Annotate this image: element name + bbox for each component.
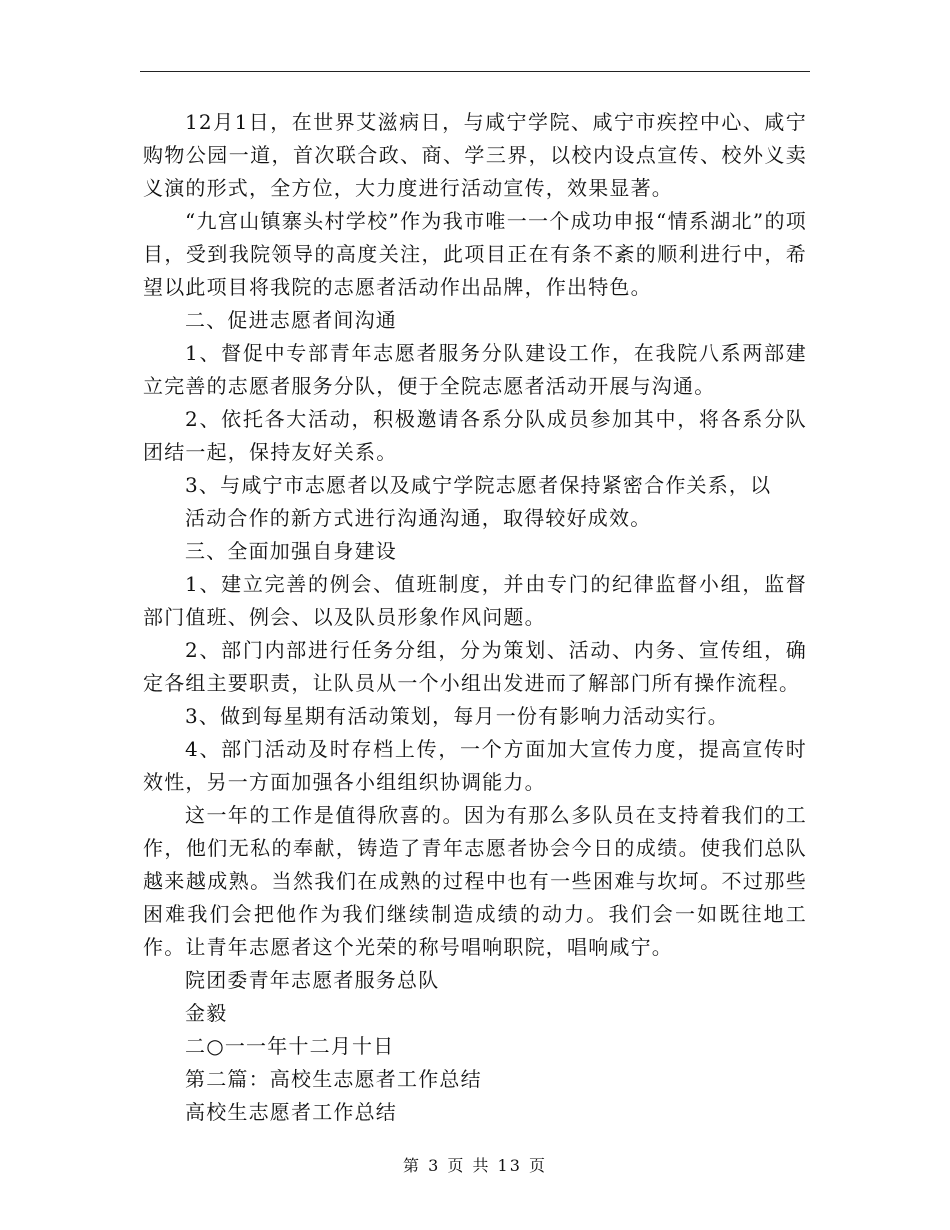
paragraph-item-2: 2、依托各大活动，积极邀请各系分队成员参加其中，将各系分队团结一起，保持友好关系。: [143, 407, 807, 464]
page-number: 第 3 页 共 13 页: [403, 1156, 547, 1175]
signature-date: 二○一一年十二月十日: [185, 1034, 395, 1058]
paragraph-build-item-1: 1、建立完善的例会、值班制度，并由专门的纪律监督小组，监督部门值班、例会、以及队员形象作风问题。: [143, 572, 807, 629]
paragraph-item-3-line-2: 活动合作的新方式进行沟通沟通，取得较好成效。: [185, 506, 652, 530]
paragraph-item-3-line-1: 3、与咸宁市志愿者以及咸宁学院志愿者保持紧密合作关系，以: [185, 473, 772, 497]
signature-organization: 院团委青年志愿者服务总队: [185, 968, 440, 992]
signature-name: 金毅: [185, 1001, 228, 1025]
document-body: [143, 106, 807, 1129]
header-rule: [140, 71, 810, 72]
chapter-heading: 第二篇：高校生志愿者工作总结: [185, 1067, 482, 1091]
page-footer: [0, 1153, 950, 1176]
section-heading-communication: 二、促进志愿者间沟通: [185, 308, 397, 332]
section-heading-self-building: 三、全面加强自身建设: [185, 539, 397, 563]
paragraph-aids-day: 12月1日，在世界艾滋病日，与咸宁学院、咸宁市疾控中心、咸宁购物公园一道，首次联合政、商、学三界，以校内设点宣传、校外义卖义演的形式，全方位，大力度进行活动宣传，效果显著。: [143, 110, 807, 200]
paragraph-build-item-3: 3、做到每星期有活动策划，每月一份有影响力活动实行。: [185, 704, 729, 728]
paragraph-conclusion: 这一年的工作是值得欣喜的。因为有那么多队员在支持着我们的工作，他们无私的奉献，铸造了青年志愿者协会今日的成绩。使我们总队越来越成熟。当然我们在成熟的过程中也有一些困难与坎坷。不过那些困难我们会把他作为我们继续制造成绩的动力。我们会一如既往地工作。让青年志愿者这个光荣的称号唱响职院，唱响咸宁。: [143, 803, 807, 959]
paragraph-build-item-2: 2、部门内部进行任务分组，分为策划、活动、内务、宣传组，确定各组主要职责，让队员从一个小组出发进而了解部门所有操作流程。: [143, 638, 807, 695]
paragraph-item-1: 1、督促中专部青年志愿者服务分队建设工作，在我院八系两部建立完善的志愿者服务分队，便于全院志愿者活动开展与沟通。: [143, 341, 807, 398]
paragraph-build-item-4: 4、部门活动及时存档上传，一个方面加大宣传力度，提高宣传时效性，另一方面加强各小组组织协调能力。: [143, 737, 807, 794]
paragraph-jiugongshan-project: “九宫山镇寨头村学校”作为我市唯一一个成功申报“情系湖北”的项目，受到我院领导的高度关注，此项目正在有条不紊的顺利进行中，希望以此项目将我院的志愿者活动作出品牌，作出特色。: [143, 209, 807, 299]
chapter-title: 高校生志愿者工作总结: [185, 1100, 397, 1124]
